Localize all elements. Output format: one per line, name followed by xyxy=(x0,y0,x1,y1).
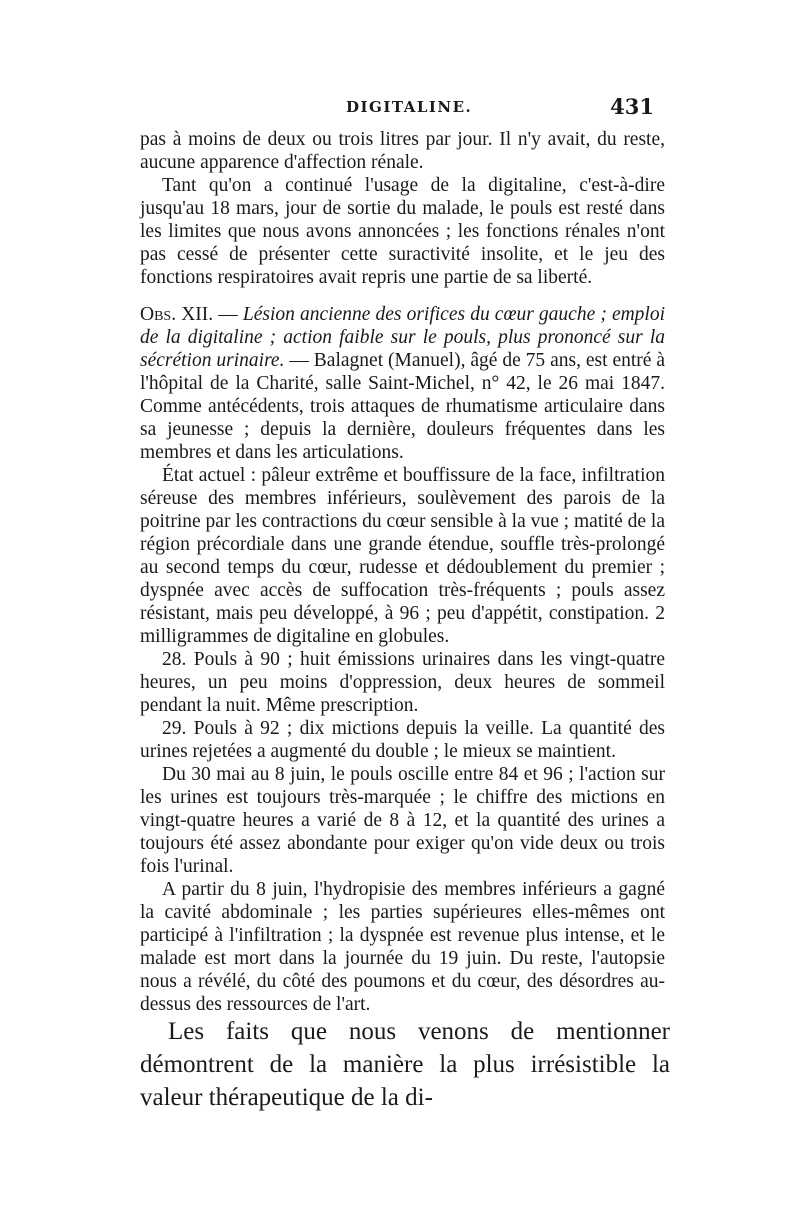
observation-text: — Balagnet (Manuel), âgé de 75 ans, est entré à l'hôpital de la Charité, salle Saint-Michel, n° 42, le 26 mai 1847. Comme antécédents, trois attaques de rhumatisme articulaire dans sa jeunesse ; depuis la dernière, douleurs fréquentes dans les membres et dans les articulations. xyxy=(140,350,666,463)
observation-dash: — xyxy=(213,304,243,325)
page-number: 431 xyxy=(610,94,654,119)
paragraph-1: pas à moins de deux ou trois litres par jour. Il n'y avait, du reste, aucune apparence d'affection rénale. xyxy=(140,129,665,173)
body-text xyxy=(140,128,665,1016)
paragraph-day-29: 29. Pouls à 92 ; dix mictions depuis la veille. La quantité des urines rejetées a augmenté du double ; le mieux se maintient. xyxy=(140,718,665,762)
paragraph-day-28: 28. Pouls à 90 ; huit émissions urinaires dans les vingt-quatre heures, un peu moins d'oppression, deux heures de sommeil pendant la nuit. Même prescription. xyxy=(140,649,665,716)
observation-xii xyxy=(140,303,665,464)
paragraph-8-juin: A partir du 8 juin, l'hydropisie des membres inférieurs a gagné la cavité abdominale ; les parties supérieures elles-mêmes ont participé à l'infiltration ; la dyspnée est revenue plus intense, et le malade est mort dans la journée du 19 juin. Du reste, l'autopsie nous a révélé, du côté des poumons et du cœur, des désordres au-dessus des ressources de l'art. xyxy=(140,879,665,1015)
running-title: DIGITALINE. xyxy=(346,98,473,116)
page-header xyxy=(140,96,660,126)
paragraph-30-mai: Du 30 mai au 8 juin, le pouls oscille entre 84 et 96 ; l'action sur les urines est toujours très-marquée ; le chiffre des mictions en vingt-quatre heures a varié de 8 à 12, et la quantité des urines a toujours été assez abondante pour exiger qu'on vide deux ou trois fois l'urinal. xyxy=(140,764,665,877)
observation-label: Obs. XII. xyxy=(140,304,214,325)
paragraph-etat-actuel: État actuel : pâleur extrême et bouffissure de la face, infiltration séreuse des membres inférieurs, soulèvement des parois de la poitrine par les contractions du cœur sensible à la vue ; matité de la région précordiale dans une grande étendue, souffle très-prolongé au second temps du cœur, rudesse et dédoublement du premier ; dyspnée avec accès de suffocation très-fréquents ; pouls assez résistant, mais peu développé, à 96 ; peu d'appétit, constipation. 2 milligrammes de digitaline en globules. xyxy=(140,465,665,647)
observation-title: Lésion ancienne des orifices du cœur gauche ; emploi de la digitaline ; action faible sur le pouls, plus prononcé sur la sécrétion urinaire. xyxy=(140,304,666,371)
paragraph-2: Tant qu'on a continué l'usage de la digitaline, c'est-à-dire jusqu'au 18 mars, jour de sortie du malade, le pouls est resté dans les limites que nous avons annoncées ; les fonctions rénales n'ont pas cessé de présenter cette suractivité insolite, et le jeu des fonctions respiratoires avait repris une partie de sa liberté. xyxy=(140,175,665,288)
closing-paragraph: Les faits que nous venons de mentionner démontrent de la manière la plus irrésistible la valeur thérapeutique de la di- xyxy=(140,1018,670,1111)
